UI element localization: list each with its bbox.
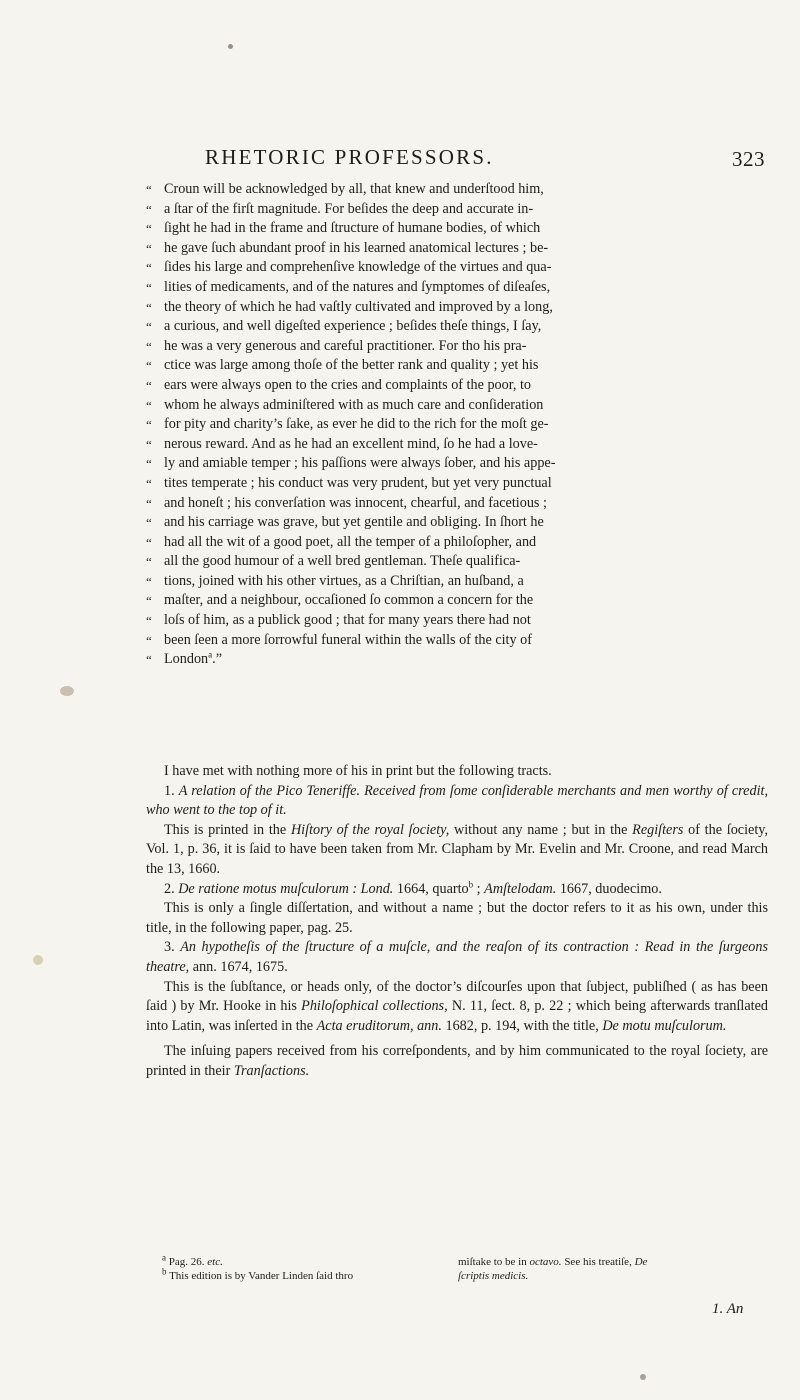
ink-spot <box>60 686 74 696</box>
item-number: 2. <box>164 880 175 897</box>
quote-line-text: ſides his large and comprehenſive knowledge of the virtues and qua- <box>164 259 552 276</box>
header-title: RHETORIC PROFESSORS. <box>205 145 494 169</box>
running-header <box>205 145 765 170</box>
quote-line <box>146 611 768 631</box>
italic-run: Philoſophical collections, <box>301 998 448 1015</box>
footnote-ref-b[interactable]: b <box>468 878 474 889</box>
item-title: De ratione motus muſculorum : <box>178 880 358 897</box>
quote-line <box>146 415 768 435</box>
italic-run: Lond. <box>360 880 394 897</box>
quote-mark: “ <box>146 260 152 276</box>
italic-run: Amſtelodam. <box>484 880 557 897</box>
quoted-passage <box>146 180 768 670</box>
quote-line-text: tites temperate ; his conduct was very prudent, but yet very punctual <box>164 474 552 491</box>
quote-mark: “ <box>146 221 152 237</box>
text-run: 1682, p. 194, with the title, <box>441 1017 603 1034</box>
page-number: 323 <box>732 147 765 171</box>
footnote-text: See his treatiſe, <box>561 1256 635 1268</box>
quote-line-text: lities of medicaments, and of the natures and ſymptomes of diſeaſes, <box>164 278 551 295</box>
ink-spot <box>640 1374 646 1380</box>
body-text <box>146 762 768 1082</box>
quote-line-text: whom he always adminiſtered with as much care and conſideration <box>164 396 544 413</box>
quote-line-text: a ſtar of the firſt magnitude. For beſides the deep and accurate in- <box>164 200 534 217</box>
quote-line-text: been ſeen a more ſorrowful funeral within the walls of the city of <box>164 631 532 648</box>
ink-spot <box>228 44 233 49</box>
quote-line <box>146 200 768 220</box>
quote-line <box>146 180 768 200</box>
quote-line <box>146 533 768 553</box>
text-run: ; <box>473 880 485 897</box>
quote-mark: “ <box>146 475 152 491</box>
quote-line <box>146 494 768 514</box>
quote-mark: “ <box>146 201 152 217</box>
text-run: The inſuing papers received from his correſpondents, and by him communicated to the royal ſociety, are printed in their <box>146 1043 768 1079</box>
quote-line <box>146 631 768 651</box>
quote-line <box>146 317 768 337</box>
quote-line-text: and his carriage was grave, but yet gentile and obliging. In ſhort he <box>164 514 544 531</box>
quote-line <box>146 258 768 278</box>
quote-mark: “ <box>146 299 152 315</box>
quote-line <box>146 356 768 376</box>
quote-mark: “ <box>146 652 152 668</box>
quote-line-text: for pity and charity’s ſake, as ever he did to the rich for the moſt ge- <box>164 416 549 433</box>
item-title: A relation of the Pico Teneriffe. Received from ſome conſiderable merchants and men worthy of credit, who went to the top of it. <box>146 782 768 819</box>
quote-line-text: Croun will be acknowledged by all, that knew and underſtood him, <box>164 181 544 197</box>
item-number: 1. <box>164 782 175 799</box>
quote-line-text: maſter, and a neighbour, occaſioned ſo common a concern for the <box>164 592 534 609</box>
italic-run: De motu muſculorum. <box>602 1017 727 1034</box>
quote-line <box>146 337 768 357</box>
quote-mark: “ <box>146 632 152 648</box>
quote-line-text: he was a very generous and careful practitioner. For tho his pra- <box>164 337 527 354</box>
quote-line-text: tions, joined with his other virtues, as a Chriſtian, an huſband, a <box>164 572 524 589</box>
quote-line <box>146 474 768 494</box>
text-run: 1667, duodecimo. <box>556 880 662 897</box>
italic-run: Tranſactions. <box>233 1062 310 1079</box>
item-3-heading <box>146 938 768 977</box>
quote-mark: “ <box>146 279 152 295</box>
intro-paragraph <box>146 762 768 782</box>
ink-spot <box>33 955 43 965</box>
item-2-paragraph <box>146 899 768 938</box>
quote-line <box>146 396 768 416</box>
item-title: An hypotheſis of the ſtructure of a muſcle, and the reaſon of its contraction : Read in the ſurgeons theatre, <box>146 939 768 975</box>
footnote-text: miſtake to be in <box>458 1256 530 1268</box>
quote-mark: “ <box>146 417 152 433</box>
item-number: 3. <box>164 939 175 956</box>
quote-line <box>146 591 768 611</box>
italic-run: Acta eruditorum, ann. <box>316 1017 442 1034</box>
quote-line <box>146 239 768 259</box>
quote-mark: “ <box>146 573 152 589</box>
italic-run: Regiſters <box>632 821 684 838</box>
quote-line <box>146 376 768 396</box>
text-run: This is printed in the <box>164 821 291 838</box>
quote-mark: “ <box>146 436 152 452</box>
quote-mark: “ <box>146 182 152 197</box>
footnote-italic: etc. <box>207 1256 223 1268</box>
quote-line-text: ſight he had in the frame and ſtructure of humane bodies, of which <box>164 220 541 237</box>
footnote-b <box>162 1266 762 1283</box>
quote-mark: “ <box>146 613 152 629</box>
quote-mark: “ <box>146 358 152 374</box>
quote-mark: “ <box>146 377 152 393</box>
text-run: 1664, quarto <box>393 880 469 897</box>
quote-line-text: London <box>164 651 209 668</box>
quote-line-text: the theory of which he had vaſtly cultivated and improved by a long, <box>164 298 553 315</box>
footnote-a <box>162 1252 762 1269</box>
footnote-italic: octavo. <box>529 1256 562 1268</box>
quote-line-text: nerous reward. And as he had an excellent mind, ſo he had a love- <box>164 435 538 452</box>
footnote-text: This edition is by Vander Linden ſaid thro <box>169 1270 354 1282</box>
quote-line-text: ctice was large among thoſe of the better rank and quality ; yet his <box>164 357 539 374</box>
intro-text: I have met with nothing more of his in print but the following tracts. <box>164 763 552 779</box>
quote-line <box>146 435 768 455</box>
quote-line <box>146 298 768 318</box>
quote-line-text: he gave ſuch abundant proof in his learned anatomical lectures ; be- <box>164 239 549 256</box>
footnote-italic: ſcriptis medicis. <box>458 1270 529 1282</box>
text-run: ann. 1674, 1675. <box>189 958 288 975</box>
item-1-paragraph <box>146 821 768 880</box>
quote-line <box>146 513 768 533</box>
footnote-text: Pag. 26. <box>168 1256 208 1268</box>
footnotes <box>162 1252 762 1283</box>
quote-line-text: a curious, and well digeſted experience ; beſides theſe things, I ſay, <box>164 318 542 335</box>
text-run: This is only a ſingle diſſertation, and without a name ; but the doctor refers to it as his own, under this title, in the following paper, pag. 25. <box>146 900 768 936</box>
quote-line-text: had all the wit of a good poet, all the temper of a philoſopher, and <box>164 533 537 550</box>
item-3-paragraph <box>146 978 768 1037</box>
footnote-marker: a <box>162 1252 166 1263</box>
quote-line <box>146 454 768 474</box>
italic-run: Hiſtory of the royal ſociety, <box>290 821 450 838</box>
text-run: N. 11, ſect. 8, p. 22 ; which being afterwards tranſlated into Latin, was inſerted in the <box>146 998 768 1034</box>
quote-line <box>146 278 768 298</box>
closing-paragraph <box>146 1042 768 1081</box>
quote-mark: “ <box>146 593 152 609</box>
quote-line <box>146 572 768 592</box>
quote-mark: “ <box>146 338 152 354</box>
text-run: This is the ſubſtance, or heads only, of the doctor’s diſcourſes upon that ſubject, publiſhed ( as has been ſaid ) by Mr. Hooke in his <box>146 978 768 1015</box>
footnote-italic: De <box>634 1256 648 1268</box>
quote-line-text: loſs of him, as a publick good ; that for many years there had not <box>164 612 531 629</box>
quote-mark: “ <box>146 554 152 570</box>
item-1-heading <box>146 782 768 821</box>
quote-line-text: ly and amiable temper ; his paſſions were always ſober, and his appe- <box>164 455 556 472</box>
quote-mark: “ <box>146 495 152 511</box>
text-run: of the ſociety, Vol. 1, p. 36, it is ſaid to have been taken from Mr. Clapham by Mr. Evelin and Mr. Croone, and read March the 13, 1660. <box>146 821 768 877</box>
item-2-heading <box>146 880 768 900</box>
quote-line <box>146 650 768 670</box>
quote-line <box>146 219 768 239</box>
footnote-ref-a[interactable]: a <box>208 649 213 660</box>
quote-line-text: and honeſt ; his converſation was innocent, chearful, and facetious ; <box>164 494 547 511</box>
quote-mark: “ <box>146 534 152 550</box>
catchword: 1. An <box>712 1301 744 1317</box>
quote-mark: “ <box>146 515 152 531</box>
quote-mark: “ <box>146 240 152 256</box>
quote-line-text: all the good humour of a well bred gentleman. Theſe qualifica- <box>164 553 521 570</box>
quote-line-text: ears were always open to the cries and complaints of the poor, to <box>164 376 532 393</box>
quote-mark: “ <box>146 397 152 413</box>
quote-close: .” <box>212 651 222 668</box>
text-run: without any name ; but in the <box>449 821 633 838</box>
quote-line <box>146 552 768 572</box>
quote-mark: “ <box>146 319 152 335</box>
footnote-marker: b <box>162 1266 167 1277</box>
quote-mark: “ <box>146 456 152 472</box>
